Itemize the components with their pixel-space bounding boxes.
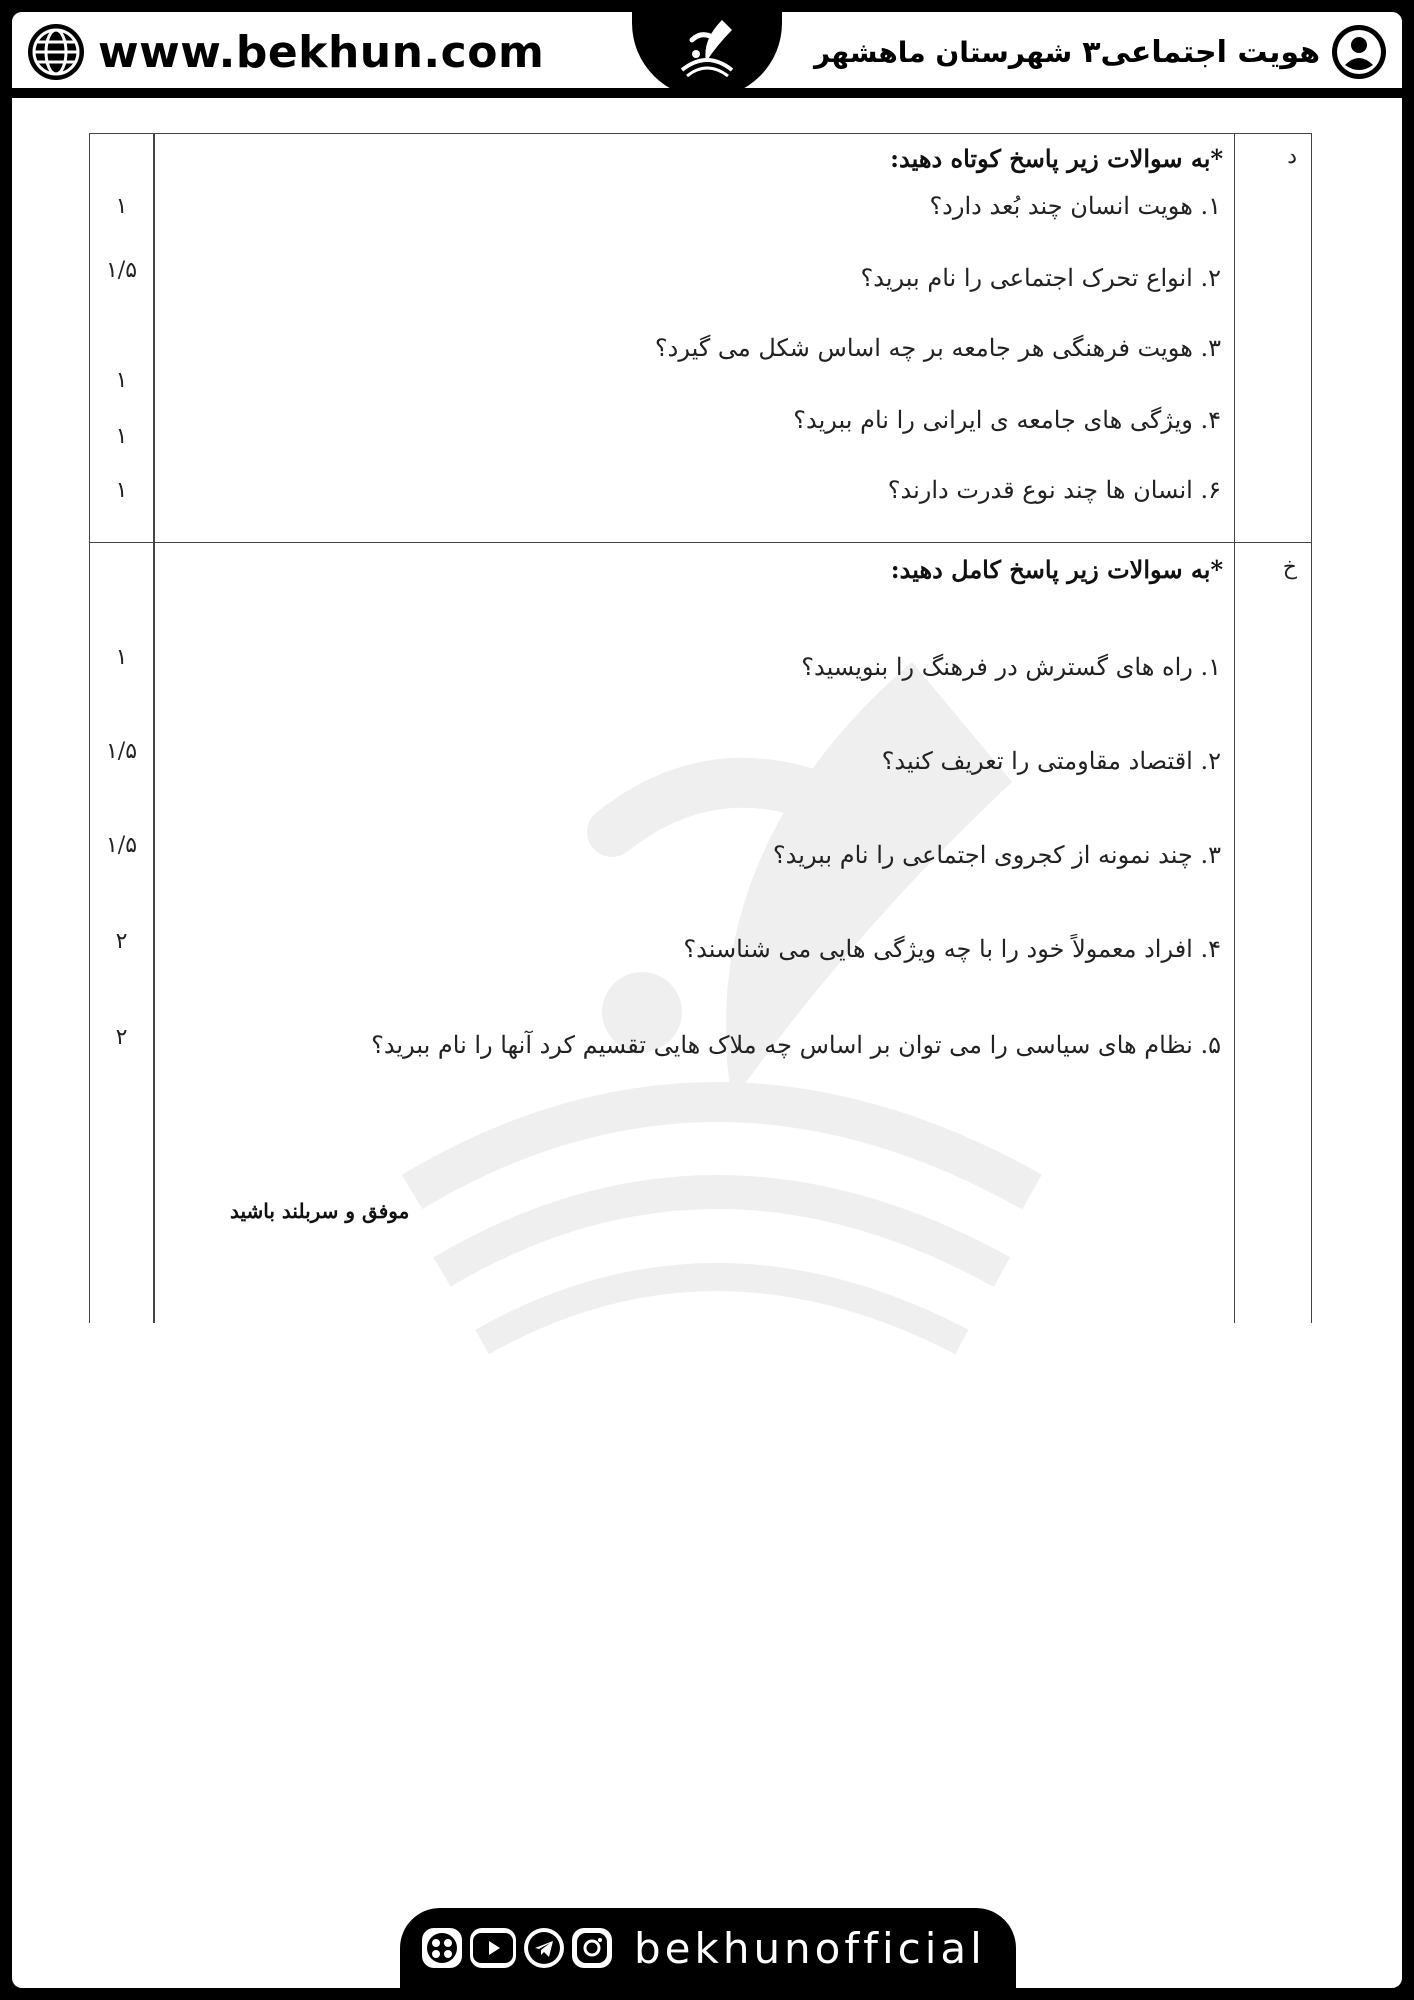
question-score: ۱ [115,368,128,393]
logo-badge [632,12,782,98]
exam-city: شهرستان ماهشهر [814,35,1073,69]
exam-page [12,12,1402,1988]
bekhun-logo-icon [662,12,752,90]
question-score: ۱/۵ [105,258,138,283]
section-kh-row [90,543,1311,1323]
header-bar [12,12,1402,90]
question-text: ۴. افراد معمولاً خود را با چه ویژگی هایی می شناسند؟ [683,935,1221,963]
question-score: ۱ [115,194,128,219]
exam-table [89,133,1312,1323]
question-text: ۳. چند نمونه از کجروی اجتماعی را نام ببرید؟ [772,841,1221,869]
question-score: ۱/۵ [105,739,138,764]
aparat-icon[interactable] [422,1928,462,1968]
user-icon [1330,23,1388,81]
question-score: ۲ [115,929,128,954]
social-handle[interactable]: bekhunofficial [634,1923,986,1973]
section-title: *به سوالات زیر پاسخ کامل دهید: [890,555,1223,584]
column-divider [153,134,155,542]
column-divider [153,543,155,1323]
section-letter: خ [1282,555,1297,580]
question-text: ۳. هویت فرهنگی هر جامعه بر چه اساس شکل می گیرد؟ [654,334,1221,362]
closing-message: موفق و سربلند باشید [230,1199,410,1223]
telegram-icon[interactable] [524,1928,564,1968]
exam-title-area [814,24,1388,80]
social-footer [400,1908,1016,1988]
question-text: ۴. ویژگی های جامعه ی ایرانی را نام ببرید؟ [793,406,1221,434]
youtube-icon[interactable] [470,1928,516,1968]
column-divider [1234,543,1236,1323]
question-text: ۶. انسان ها چند نوع قدرت دارند؟ [887,476,1221,504]
section-d-row [90,134,1311,543]
globe-icon [26,22,86,82]
question-score: ۱/۵ [105,833,138,858]
exam-title: هویت اجتماعی۳ [1082,34,1320,70]
question-text: ۲. انواع تحرک اجتماعی را نام ببرید؟ [860,264,1221,292]
question-score: ۱ [115,478,128,503]
question-score: ۱ [115,645,128,670]
question-score: ۱ [115,424,128,449]
question-text: ۲. اقتصاد مقاومتی را تعریف کنید؟ [881,747,1221,775]
question-score: ۲ [115,1025,128,1050]
instagram-icon[interactable] [572,1928,612,1968]
site-link[interactable] [26,22,544,82]
section-letter: د [1287,144,1297,169]
column-divider [1234,134,1236,542]
website-url[interactable]: www.bekhun.com [98,26,545,78]
header-divider [12,88,1402,98]
section-title: *به سوالات زیر پاسخ کوتاه دهید: [890,144,1223,173]
question-text: ۱. هویت انسان چند بُعد دارد؟ [929,192,1221,220]
question-text: ۱. راه های گسترش در فرهنگ را بنویسید؟ [801,653,1221,681]
question-text: ۵. نظام های سیاسی را می توان بر اساس چه ملاک هایی تقسیم کرد آنها را نام ببرید؟ [371,1031,1221,1059]
